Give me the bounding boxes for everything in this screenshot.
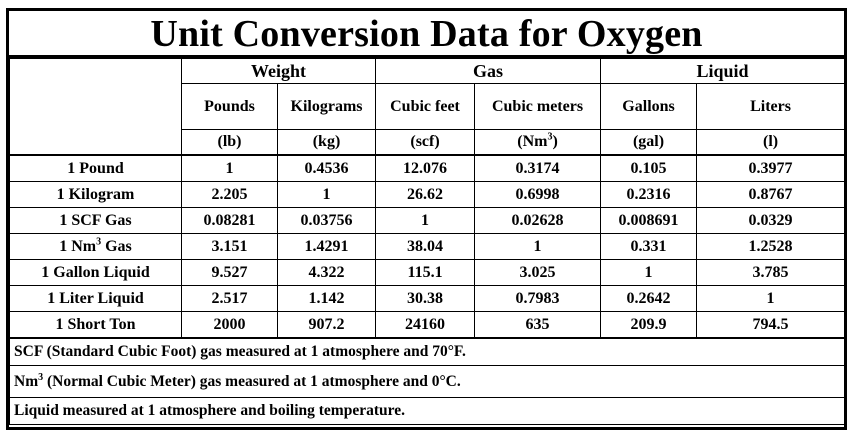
- unit-prefix: (Nm: [517, 133, 548, 150]
- cell-value: 1.2528: [697, 234, 845, 260]
- column-unit: (l): [697, 130, 845, 156]
- group-liquid: Liquid: [601, 59, 845, 84]
- table-row: [10, 182, 845, 208]
- cell-value: 1.4291: [278, 234, 376, 260]
- group-weight: Weight: [182, 59, 376, 84]
- cell-value: 3.785: [697, 260, 845, 286]
- table-row: [10, 260, 845, 286]
- column-unit: (kg): [278, 130, 376, 156]
- cell-value: 635: [475, 312, 601, 339]
- column-unit: [475, 130, 601, 156]
- note-row: [10, 398, 845, 425]
- note-row: [10, 366, 845, 398]
- column-name: Kilograms: [278, 84, 376, 130]
- cell-value: 1: [182, 155, 278, 182]
- note-liquid: Liquid measured at 1 atmosphere and boiling temperature.: [10, 398, 845, 425]
- row-label: [10, 234, 182, 260]
- column-unit: (scf): [376, 130, 475, 156]
- cell-value: 0.2316: [601, 182, 697, 208]
- cell-value: 9.527: [182, 260, 278, 286]
- cell-value: 1.142: [278, 286, 376, 312]
- unit-suffix: ): [552, 133, 558, 150]
- column-name: Pounds: [182, 84, 278, 130]
- cell-value: 0.8767: [697, 182, 845, 208]
- note-nm3-superscript: 3: [38, 371, 44, 383]
- table-row: [10, 155, 845, 182]
- unit-superscript: 3: [547, 131, 553, 143]
- row-label-suffix: Gas: [101, 237, 132, 255]
- cell-value: 0.008691: [601, 208, 697, 234]
- cell-value: 115.1: [376, 260, 475, 286]
- cell-value: 38.04: [376, 234, 475, 260]
- cell-value: 1: [376, 208, 475, 234]
- cell-value: 26.62: [376, 182, 475, 208]
- cell-value: 12.076: [376, 155, 475, 182]
- note-row: [10, 338, 845, 366]
- cell-value: 0.105: [601, 155, 697, 182]
- cell-value: 4.322: [278, 260, 376, 286]
- column-unit: (lb): [182, 130, 278, 156]
- cell-value: 1: [697, 286, 845, 312]
- conversion-table-frame: [6, 8, 847, 430]
- cell-value: 2.205: [182, 182, 278, 208]
- row-label: 1 Short Ton: [10, 312, 182, 339]
- cell-value: 1: [278, 182, 376, 208]
- table-row: [10, 312, 845, 339]
- group-header-row: [10, 59, 845, 84]
- table-row: [10, 286, 845, 312]
- table-row: [10, 234, 845, 260]
- row-label: 1 Liter Liquid: [10, 286, 182, 312]
- cell-value: 3.025: [475, 260, 601, 286]
- column-name: Cubic feet: [376, 84, 475, 130]
- cell-value: 24160: [376, 312, 475, 339]
- column-name: Gallons: [601, 84, 697, 130]
- cell-value: 1: [475, 234, 601, 260]
- column-unit: (gal): [601, 130, 697, 156]
- note-nm3-prefix: Nm: [14, 372, 39, 390]
- row-label-prefix: 1 Nm: [59, 237, 97, 255]
- cell-value: 0.331: [601, 234, 697, 260]
- column-name: Liters: [697, 84, 845, 130]
- page-title: Unit Conversion Data for Oxygen: [9, 11, 844, 58]
- cell-value: 794.5: [697, 312, 845, 339]
- corner-cell: [10, 59, 182, 156]
- cell-value: 0.2642: [601, 286, 697, 312]
- group-gas: Gas: [376, 59, 601, 84]
- note-nm3: [10, 366, 845, 398]
- row-label: 1 SCF Gas: [10, 208, 182, 234]
- cell-value: 0.7983: [475, 286, 601, 312]
- cell-value: 0.3977: [697, 155, 845, 182]
- row-label: 1 Gallon Liquid: [10, 260, 182, 286]
- cell-value: 2.517: [182, 286, 278, 312]
- cell-value: 209.9: [601, 312, 697, 339]
- cell-value: 0.03756: [278, 208, 376, 234]
- table-row: [10, 208, 845, 234]
- cell-value: 0.02628: [475, 208, 601, 234]
- cell-value: 0.6998: [475, 182, 601, 208]
- cell-value: 1: [601, 260, 697, 286]
- note-scf: SCF (Standard Cubic Foot) gas measured at 1 atmosphere and 70°F.: [10, 338, 845, 366]
- cell-value: 3.151: [182, 234, 278, 260]
- note-nm3-text: (Normal Cubic Meter) gas measured at 1 atmosphere and 0°C.: [43, 372, 461, 390]
- row-label: 1 Kilogram: [10, 182, 182, 208]
- cell-value: 30.38: [376, 286, 475, 312]
- cell-value: 0.0329: [697, 208, 845, 234]
- row-label-superscript: 3: [96, 236, 102, 248]
- row-label: 1 Pound: [10, 155, 182, 182]
- cell-value: 907.2: [278, 312, 376, 339]
- column-name: Cubic meters: [475, 84, 601, 130]
- cell-value: 0.4536: [278, 155, 376, 182]
- cell-value: 0.08281: [182, 208, 278, 234]
- cell-value: 2000: [182, 312, 278, 339]
- cell-value: 0.3174: [475, 155, 601, 182]
- conversion-table: [9, 58, 845, 425]
